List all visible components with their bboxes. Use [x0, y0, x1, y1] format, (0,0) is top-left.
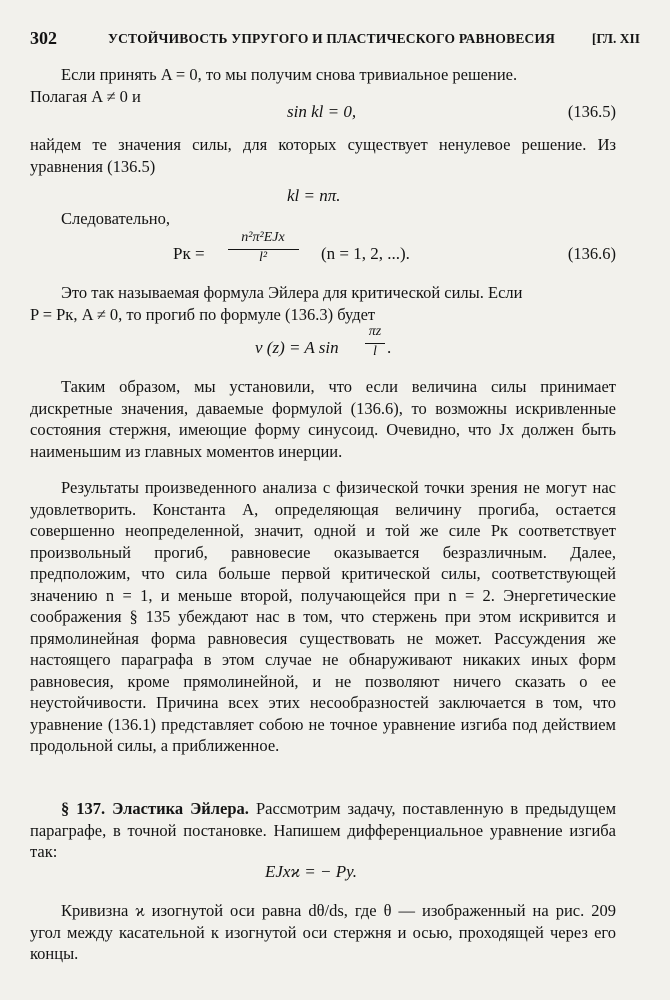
- euler-condition: (n = 1, 2, ...).: [321, 244, 410, 263]
- paragraph-5: Таким образом, мы установили, что если величина силы принимает дискретные значения, даваемые формулой (136.6), то возможны искривленные состояния стержня, имеющие форму синусоид. Очевидно, что Jx должен быть наименьшим из главных моментов инерции.: [30, 377, 616, 461]
- page-number: 302: [30, 28, 57, 48]
- paragraph-6: Результаты произведенного анализа с физической точки зрения не могут нас удовлетворить. Константа A, определяющая величину прогиба, остается совершенно неопределенной, значит, одной и той же силе Pк соответствует произвольный прогиб, равновесие оказывается безразличным. Далее, предположим, что сила больше первой критической силы, соответствующей значению n = 1, и меньше второй, получающейся при n = 2. Энергетические соображения § 135 убеждают нас в том, что стержень при этом искривится и прямолинейная форма равновесия существовать не может. Рассуждения же настоящего параграфа в этом случае не обнаруживают никаких иных форм равновесия, кроме прямолинейной, и не позволяют ничего сказать о ее неустойчивости. Причина всех этих несообразностей заключается в том, что уравнение (136.1) представляет собою не точное уравнение изгиба под действием продольной силы, а приближенное.: [30, 478, 616, 755]
- paragraph-7: Кривизна ϰ изогнутой оси равна dθ/ds, где θ — изображенный на рис. 209 угол между касательной к изогнутой оси стержня и осью, проходящей через его концы.: [30, 901, 616, 963]
- euler-denominator: l²: [258, 250, 268, 265]
- deflection-denominator: l: [373, 344, 377, 359]
- paragraph-4-cont: [30, 304, 616, 326]
- equation-number-136-6: (136.6): [567, 244, 616, 263]
- paragraph-4: [30, 282, 616, 304]
- section-heading: § 137. Эластика Эйлера.: [61, 799, 249, 818]
- paragraph-3: Следовательно,: [61, 209, 170, 228]
- paragraph-2: найдем те значения силы, для которых существует ненулевое решение. Из уравнения (136.5): [30, 135, 616, 176]
- paragraph-4-line-1: Это так называемая формула Эйлера для критической силы. Если: [61, 283, 523, 302]
- euler-numerator: n²π²EJx: [241, 230, 285, 245]
- paragraph-intro: [30, 64, 616, 86]
- euler-lhs: Pк =: [173, 244, 205, 263]
- section-intro: Рассмотрим задачу, поставленную в предыдущем параграфе, в точной постановке. Напишем дифференциальное уравнение изгиба так:: [30, 799, 617, 861]
- intro-line-1: Если принять A = 0, то мы получим снова тривиальное решение.: [61, 65, 518, 84]
- paragraph-4-line-2: P = Pк, A ≠ 0, то прогиб по формуле (136.3) будет: [30, 305, 376, 324]
- equation-number-136-5: (136.5): [567, 102, 616, 121]
- equation-elastica: EJxϰ = − Py.: [265, 862, 357, 881]
- section-137: [30, 798, 616, 863]
- deflection-tail: .: [387, 338, 392, 357]
- running-header: [30, 28, 640, 52]
- deflection-numerator: πz: [368, 324, 382, 339]
- equation-136-5: sin kl = 0,: [287, 102, 357, 121]
- chapter-label: [ГЛ. XII: [591, 31, 640, 46]
- running-title: УСТОЙЧИВОСТЬ УПРУГОГО И ПЛАСТИЧЕСКОГО РАВНОВЕСИЯ: [108, 31, 556, 46]
- deflection-lhs: v (z) = A sin: [255, 338, 339, 357]
- intro-line-2: Полагая A ≠ 0 и: [30, 87, 141, 106]
- equation-kl-npi: kl = nπ.: [287, 186, 341, 205]
